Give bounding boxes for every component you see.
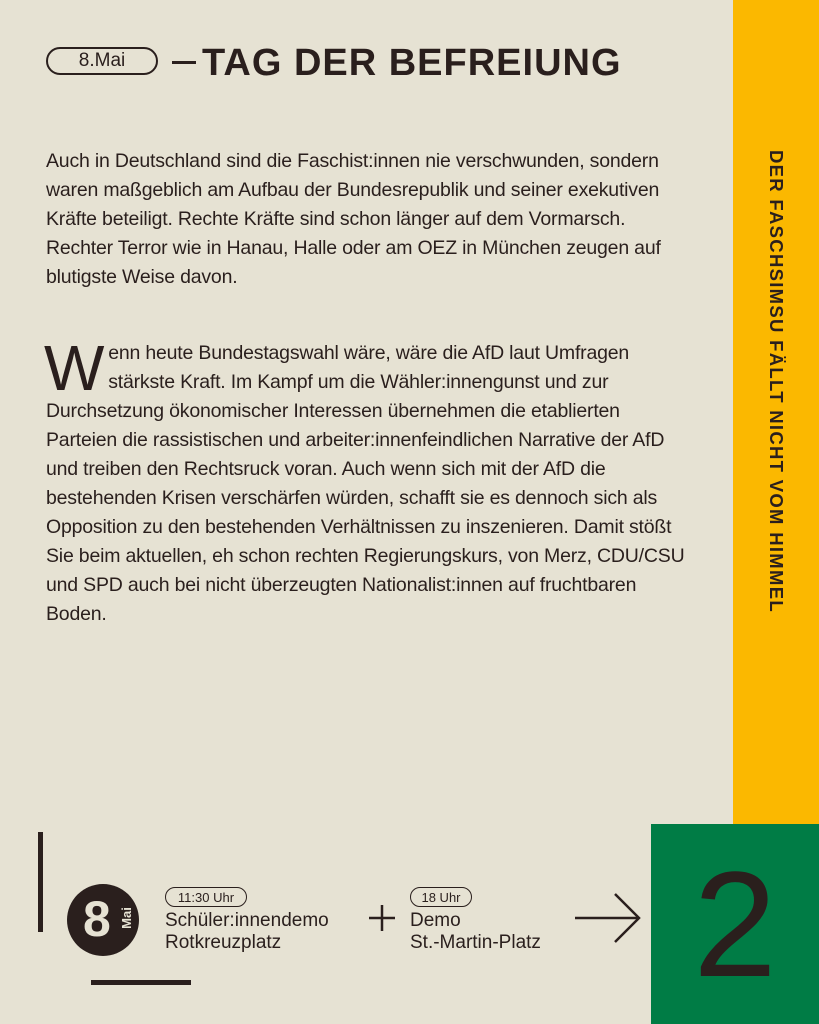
event2-time-pill: 18 Uhr — [410, 887, 472, 907]
plus-icon — [367, 903, 397, 933]
drop-cap: W — [44, 332, 105, 404]
date-pill: 8.Mai — [46, 47, 158, 75]
body-paragraph-1: Auch in Deutschland sind die Faschist:innen nie verschwunden, sondern waren maßgeblich am Aufbau der Bundesrepublik und seiner exekutiven Kräfte beteiligt. Rechte Kräfte sind schon länger auf dem Vormarsch. Rechter Terror wie in Hanau, Halle oder am OEZ in München zeugen auf blutigste Weise davon. — [46, 150, 661, 288]
date-badge — [67, 884, 139, 956]
event1-title: Schüler:innendemo — [165, 910, 329, 931]
body-paragraph-2-text: enn heute Bundestagswahl wäre, wäre die AfD laut Umfragen stärkste Kraft. Im Kampf um die Wähler:innengunst und zur Durchsetzung ökonomischer Interessen übernehmen die etablierten Parteien die rassistischen und arbeiter:innenfeindlichen Narrative der AfD und treiben den Rechtsruck voran. Auch wenn sich mit der AfD die bestehenden Krisen verschärfen würden, schafft sie es dennoch sich als Opposition zu den bestehenden Verhältnissen zu inszenieren. Damit stößt Sie beim aktuellen, eh schon rechten Regierungskurs, von Merz, CDU/CSU und SPD auch bei nicht überzeugten Nationalist:innen auf fruchtbaren Boden. — [46, 342, 685, 625]
body-paragraph-2 — [44, 332, 696, 629]
event1-time-pill: 11:30 Uhr — [165, 887, 247, 907]
event1-place: Rotkreuzplatz — [165, 932, 282, 953]
horizontal-rule — [91, 980, 191, 985]
event2-place: St.-Martin-Platz — [410, 932, 541, 953]
vertical-slogan-text: DER FASCHSIMSU FÄLLT NICHT VOM HIMMEL — [766, 150, 787, 613]
title-dash — [172, 61, 196, 64]
page-title: TAG DER BEFREIUNG — [202, 42, 622, 84]
badge-day: 8 — [83, 891, 111, 947]
badge-month: Mai — [119, 907, 134, 929]
event2-title: Demo — [410, 910, 461, 931]
page-number: 2 — [693, 840, 777, 1008]
event1-info — [165, 910, 329, 954]
vertical-rule — [38, 832, 43, 932]
event2-info — [410, 910, 541, 954]
arrow-right-icon — [573, 891, 643, 945]
